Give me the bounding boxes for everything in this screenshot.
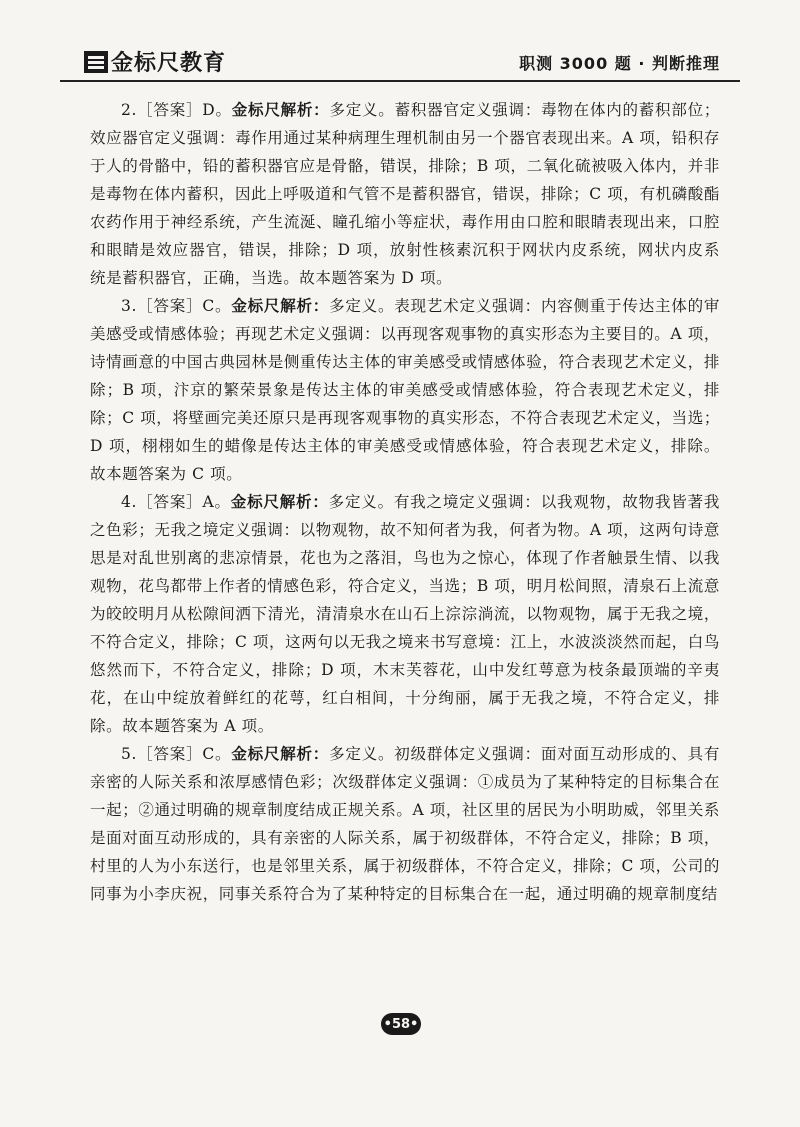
answer-paragraph	[90, 96, 720, 292]
analysis-label: 金标尺解析：	[230, 493, 329, 511]
analysis-text: 多定义。初级群体定义强调：面对面互动形成的、具有亲密的人际关系和浓厚感情色彩；次级群体定义强调：①成员为了某种特定的目标集合在一起；②通过明确的规章制度结成正规关系。A 项，社区里的居民为小明助威，邻里关系是面对面互动形成的，具有亲密的人际关系，属于初级群体，不符合定义，排除；B 项，村里的人为小东送行，也是邻里关系，属于初级群体，不符合定义，排除；C 项，公司的同事为小李庆祝，同事关系符合为了某种特定的目标集合在一起，通过明确的规章制度结	[90, 745, 721, 903]
brand-logo	[84, 46, 226, 77]
answer-prefix: 3.［答案］C。	[121, 297, 232, 315]
answer-paragraph	[90, 488, 720, 740]
page-number: •58•	[381, 1013, 421, 1035]
answer-paragraph	[90, 740, 720, 908]
analysis-label: 金标尺解析：	[231, 297, 330, 315]
page-header	[60, 42, 740, 76]
answer-paragraph	[90, 292, 720, 488]
answer-prefix: 5.［答案］C。	[121, 745, 232, 763]
answer-prefix: 2.［答案］D。	[121, 101, 232, 119]
logo-text: 金标尺教育	[111, 51, 227, 76]
logo-mark-icon	[84, 51, 108, 73]
analysis-text: 多定义。有我之境定义强调：以我观物，故物我皆著我之色彩；无我之境定义强调：以物观物，故不知何者为我，何者为物。A 项，这两句诗意思是对乱世别离的悲凉情景，花也为之落泪，鸟也为之惊心，体现了作者触景生情、以我观物，花鸟都带上作者的情感色彩，符合定义，当选；B 项，明月松间照，清泉石上流意为皎皎明月从松隙间洒下清光，清清泉水在山石上淙淙淌流，以物观物，属于无我之境，不符合定义，排除；C 项，这两句以无我之境来书写意境：江上，水波淡淡然而起，白鸟悠然而下，不符合定义，排除；D 项，木末芙蓉花，山中发红萼意为枝条最顶端的辛夷花，在山中绽放着鲜红的花萼，红白相间，十分绚丽，属于无我之境，不符合定义，排除。故本题答案为 A 项。	[90, 493, 720, 735]
page-body	[90, 96, 720, 908]
analysis-text: 多定义。表现艺术定义强调：内容侧重于传达主体的审美感受或情感体验；再现艺术定义强调：以再现客观事物的真实形态为主要目的。A 项，诗情画意的中国古典园林是侧重传达主体的审美感受或情感体验，符合表现艺术定义，排除；B 项，汴京的繁荣景象是传达主体的审美感受或情感体验，符合表现艺术定义，排除；C 项，将壁画完美还原只是再现客观事物的真实形态，不符合表现艺术定义，当选；D 项，栩栩如生的蜡像是传达主体的审美感受或情感体验，符合表现艺术定义，排除。故本题答案为 C 项。	[90, 297, 721, 483]
analysis-text: 多定义。蓄积器官定义强调：毒物在体内的蓄积部位；效应器官定义强调：毒作用通过某种病理生理机制由另一个器官表现出来。A 项，铅积存于人的骨骼中，铅的蓄积器官应是骨骼，错误，排除；B 项，二氧化硫被吸入体内，并非是毒物在体内蓄积，因此上呼吸道和气管不是蓄积器官，错误，排除；C 项，有机磷酸酯农药作用于神经系统，产生流涎、瞳孔缩小等症状，毒作用由口腔和眼睛表现出来，口腔和眼睛是效应器官，错误，排除；D 项，放射性核素沉积于网状内皮系统，网状内皮系统是蓄积器官，正确，当选。故本题答案为 D 项。	[90, 101, 720, 287]
analysis-label: 金标尺解析：	[231, 745, 330, 763]
answer-prefix: 4.［答案］A。	[121, 493, 231, 511]
header-divider	[60, 80, 740, 82]
header-title: 职测 3000 题 · 判断推理	[519, 54, 720, 73]
analysis-label: 金标尺解析：	[231, 101, 330, 119]
